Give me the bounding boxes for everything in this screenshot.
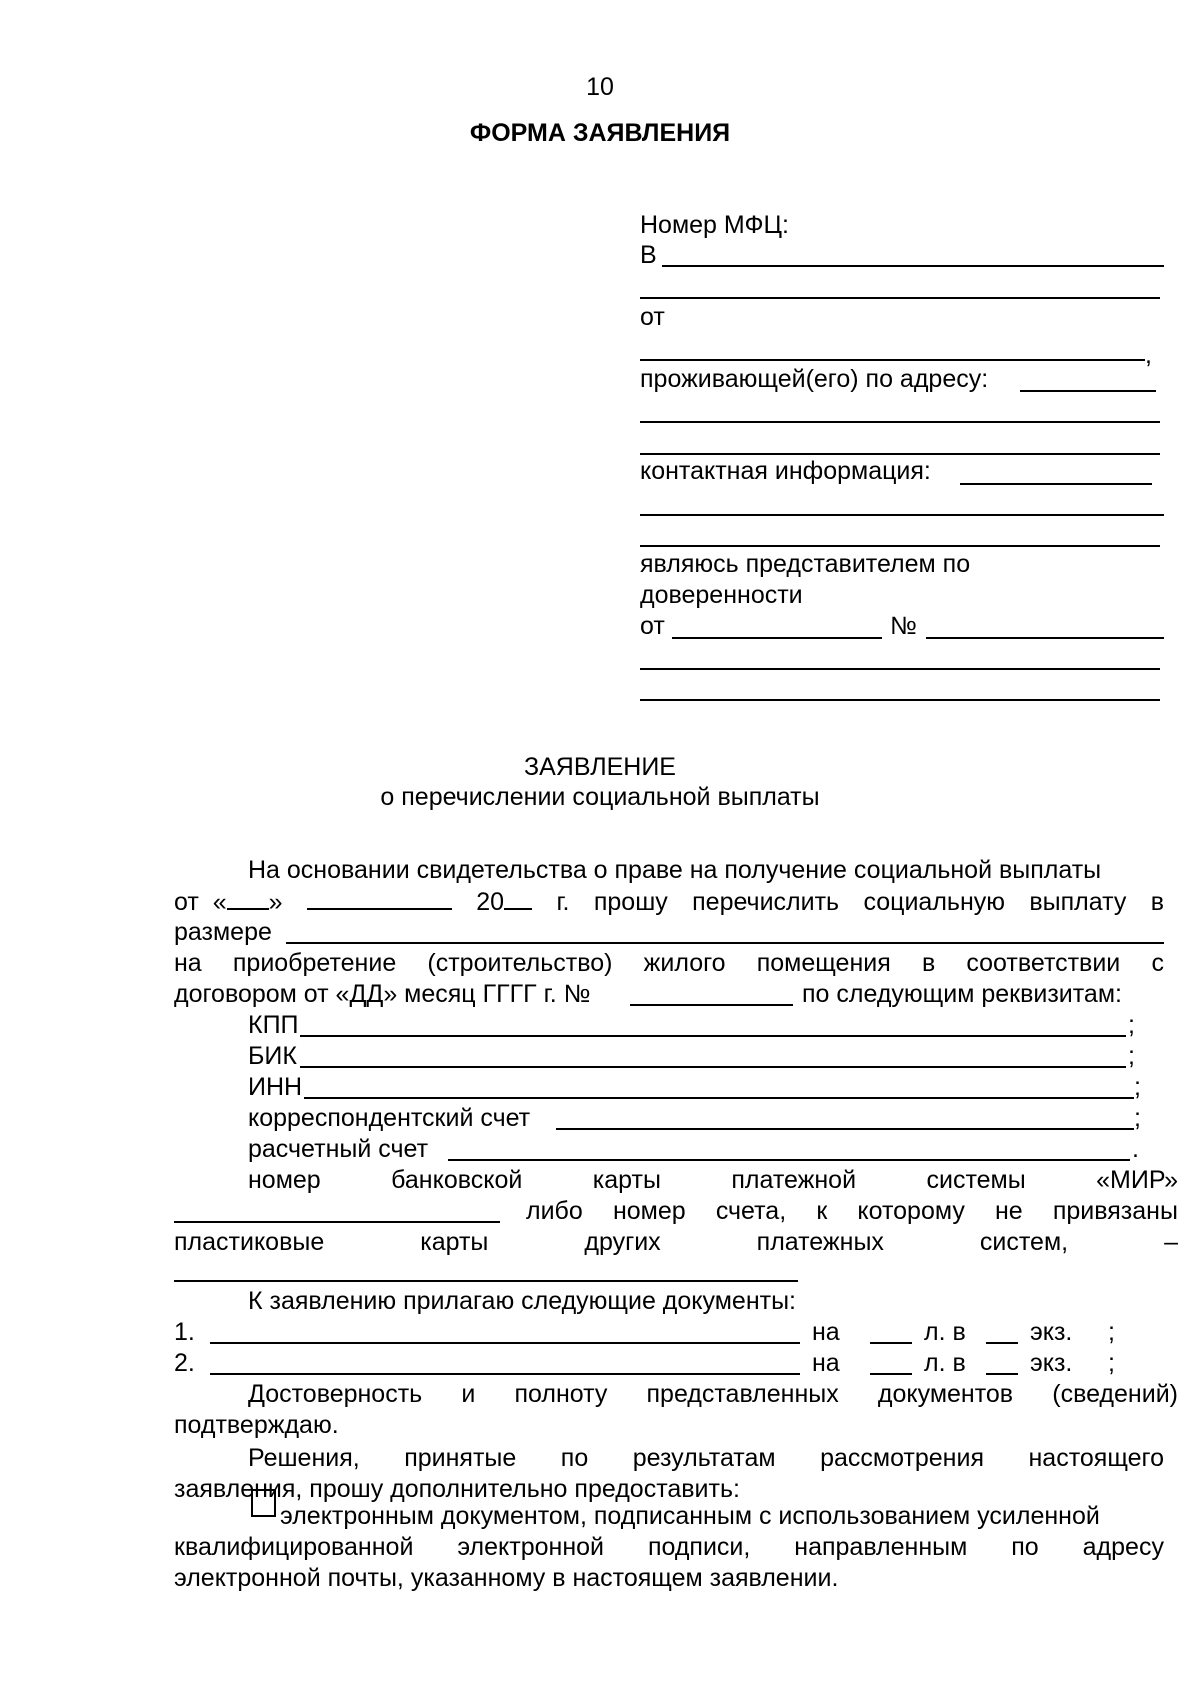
- poa-number-field-line[interactable]: [926, 637, 1164, 639]
- card-word: –: [1164, 1228, 1178, 1256]
- attachment-semicolon: ;: [1108, 1318, 1115, 1346]
- address-field-line-3[interactable]: [640, 453, 1160, 455]
- p1-g: г.: [556, 888, 570, 916]
- option-word: подписи,: [647, 1533, 751, 1561]
- attachment-pages-field-line[interactable]: [870, 1373, 912, 1375]
- card-word: счета,: [715, 1197, 787, 1225]
- residing-label: проживающей(его) по адресу:: [640, 365, 989, 393]
- attachment-l-v: л. в: [924, 1349, 966, 1377]
- settlement-account-period: .: [1132, 1135, 1139, 1163]
- to-field-line[interactable]: [662, 265, 1164, 267]
- attachment-number: 2.: [174, 1349, 195, 1377]
- decisions-word: настоящего: [1028, 1444, 1164, 1472]
- cert-month-field[interactable]: [307, 886, 452, 910]
- attachment-name-field-line[interactable]: [210, 1373, 800, 1375]
- confirm-line2: подтверждаю.: [174, 1411, 339, 1439]
- p1-word: в: [921, 949, 936, 977]
- attachment-copies-field-line[interactable]: [986, 1342, 1018, 1344]
- bik-semicolon: ;: [1128, 1042, 1135, 1070]
- confirm-word: представленных: [646, 1380, 839, 1408]
- account-number-field-line[interactable]: [174, 1280, 798, 1282]
- p1-quote-close: »: [268, 888, 283, 916]
- contact-label: контактная информация:: [640, 457, 931, 485]
- p1-word: в: [1150, 888, 1164, 916]
- corr-account-label: корреспондентский счет: [248, 1104, 531, 1132]
- settlement-account-field-line[interactable]: [448, 1159, 1130, 1161]
- attachment-pages-field-line[interactable]: [870, 1342, 912, 1344]
- mfc-number-label: Номер МФЦ:: [640, 211, 789, 239]
- confirm-word: полноту: [514, 1380, 608, 1408]
- option-word: электронной: [457, 1533, 604, 1561]
- card-word: к: [816, 1197, 828, 1225]
- attachment-ekz: экз.: [1030, 1318, 1073, 1346]
- confirm-word: и: [461, 1380, 476, 1408]
- p1-word: на: [174, 949, 202, 977]
- inn-semicolon: ;: [1134, 1073, 1141, 1101]
- decisions-word: по: [560, 1444, 589, 1472]
- card-line1: [248, 1165, 1178, 1195]
- from-field-line[interactable]: [640, 359, 1145, 361]
- decisions-line1: [248, 1443, 1164, 1473]
- from-label: от: [640, 303, 665, 331]
- card-word: платежных: [756, 1228, 884, 1256]
- p1-line1: На основании свидетельства о праве на получение социальной выплаты: [248, 856, 1102, 884]
- p1-word: социальную: [863, 888, 1005, 916]
- decisions-line2: заявления, прошу дополнительно предоставить:: [174, 1475, 740, 1503]
- address-field-line-2[interactable]: [640, 421, 1160, 423]
- p1-word: приобретение: [232, 949, 397, 977]
- card-word: системы: [926, 1166, 1026, 1194]
- decisions-word: рассмотрения: [820, 1444, 984, 1472]
- attachment-copies-field-line[interactable]: [986, 1373, 1018, 1375]
- option-word: адресу: [1082, 1533, 1164, 1561]
- poa-field-line-2[interactable]: [640, 668, 1160, 670]
- representative-line2: доверенности: [640, 581, 803, 609]
- card-word: систем,: [979, 1228, 1069, 1256]
- kpp-label: КПП: [248, 1011, 299, 1039]
- attachment-number: 1.: [174, 1318, 195, 1346]
- decisions-word: принятые: [404, 1444, 517, 1472]
- electronic-document-checkbox[interactable]: [251, 1489, 276, 1517]
- attachment-na: на: [812, 1349, 840, 1377]
- card-word: банковской: [391, 1166, 523, 1194]
- attachment-ekz: экз.: [1030, 1349, 1073, 1377]
- p1-quote-open: «: [212, 888, 227, 916]
- decisions-word: Решения,: [248, 1444, 360, 1472]
- p1-razmere: размере: [174, 918, 272, 946]
- poa-date-field-line[interactable]: [672, 637, 882, 639]
- p1-line2: [174, 886, 1164, 916]
- p1-line4: [174, 948, 1164, 978]
- poa-number-label: №: [890, 612, 917, 640]
- card-word: «МИР»: [1096, 1166, 1178, 1194]
- amount-field-line[interactable]: [286, 942, 1164, 944]
- statement-title: ЗАЯВЛЕНИЕ: [523, 753, 676, 781]
- p1-word: (строительство): [427, 949, 613, 977]
- p1-word: с: [1151, 949, 1164, 977]
- corr-account-semicolon: ;: [1134, 1104, 1141, 1132]
- contract-number-field-line[interactable]: [630, 1004, 793, 1006]
- card-word: привязаны: [1052, 1197, 1178, 1225]
- option-word: направленным: [794, 1533, 968, 1561]
- confirm-word: документов: [877, 1380, 1014, 1408]
- bik-label: БИК: [248, 1042, 297, 1070]
- inn-field-line[interactable]: [304, 1097, 1134, 1099]
- p1-word: выплату: [1029, 888, 1127, 916]
- contact-field-line-2[interactable]: [640, 514, 1164, 516]
- p1-word: жилого: [643, 949, 726, 977]
- attachment-l-v: л. в: [924, 1318, 966, 1346]
- page-number: 10: [586, 73, 614, 101]
- contact-field-line[interactable]: [960, 483, 1152, 485]
- decisions-word: результатам: [632, 1444, 776, 1472]
- p1-word: помещения: [756, 949, 891, 977]
- attachment-name-field-line[interactable]: [210, 1342, 800, 1344]
- card-line3: [174, 1227, 1178, 1257]
- option-line1: электронным документом, подписанным с использованием усиленной: [280, 1502, 1100, 1530]
- confirm-word: (сведений): [1052, 1380, 1178, 1408]
- p1-word: соответствии: [966, 949, 1121, 977]
- card-word: карты: [420, 1228, 489, 1256]
- form-title: ФОРМА ЗАЯВЛЕНИЯ: [469, 119, 731, 147]
- card-word: которому: [857, 1197, 965, 1225]
- cert-day-field[interactable]: [227, 886, 269, 910]
- confirm-word: Достоверность: [248, 1380, 423, 1408]
- kpp-semicolon: ;: [1128, 1011, 1135, 1039]
- attachment-semicolon: ;: [1108, 1349, 1115, 1377]
- poa-from-label: от: [640, 612, 665, 640]
- settlement-account-label: расчетный счет: [248, 1135, 429, 1163]
- representative-line1: являюсь представителем по: [640, 550, 971, 578]
- confirm-line1: [248, 1379, 1178, 1409]
- option-word: квалифицированной: [174, 1533, 414, 1561]
- p1-word: прошу: [593, 888, 668, 916]
- p1-line5-start: договором от «ДД» месяц ГГГГ г. №: [174, 980, 591, 1008]
- inn-label: ИНН: [248, 1073, 303, 1101]
- option-word: по: [1011, 1533, 1039, 1561]
- cert-year-field[interactable]: [504, 886, 532, 910]
- attachment-na: на: [812, 1318, 840, 1346]
- p1-ot: от: [174, 888, 199, 916]
- card-word: других: [584, 1228, 661, 1256]
- contact-field-line-3[interactable]: [640, 545, 1160, 547]
- kpp-field-line[interactable]: [300, 1035, 1126, 1037]
- card-word: не: [994, 1197, 1023, 1225]
- poa-field-line-3[interactable]: [640, 699, 1160, 701]
- card-word: номер: [248, 1166, 321, 1194]
- p1-year: 20: [476, 888, 505, 916]
- bik-field-line[interactable]: [300, 1066, 1126, 1068]
- to-field-line-2[interactable]: [640, 297, 1160, 299]
- card-word: либо: [526, 1197, 583, 1225]
- card-word: карты: [592, 1166, 661, 1194]
- residing-field-line[interactable]: [1020, 390, 1156, 392]
- option-line3: электронной почты, указанному в настоящем заявлении.: [174, 1564, 839, 1592]
- p1-line5-end: по следующим реквизитам:: [802, 980, 1122, 1008]
- p1-word: перечислить: [692, 888, 840, 916]
- corr-account-field-line[interactable]: [556, 1128, 1134, 1130]
- card-word: пластиковые: [174, 1228, 325, 1256]
- card-number-field-line[interactable]: [174, 1221, 500, 1223]
- statement-subtitle: о перечислении социальной выплаты: [380, 783, 820, 811]
- card-word: номер: [612, 1197, 686, 1225]
- card-line2: [526, 1196, 1178, 1226]
- option-line2: [174, 1532, 1164, 1562]
- attachments-label: К заявлению прилагаю следующие документы:: [248, 1287, 796, 1315]
- to-label: В: [640, 241, 657, 269]
- card-word: платежной: [731, 1166, 857, 1194]
- from-comma: ,: [1145, 341, 1152, 369]
